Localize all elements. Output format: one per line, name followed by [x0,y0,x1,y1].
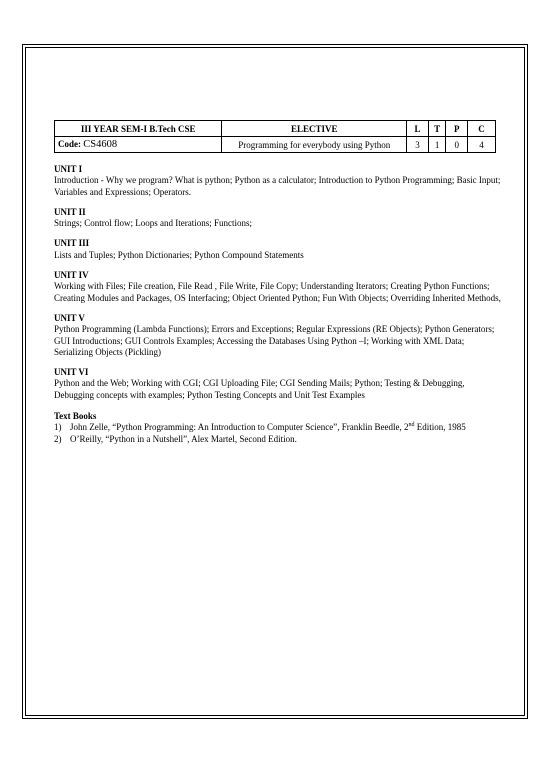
unit-text: Introduction - Why we program? What is python; Python as a calculator; Introduction to Python Programming; Basic Input; Variables and Expressions; Operators. [54,175,501,197]
textbook-text: John Zelle, “Python Programming: An Introduction to Computer Science”, Franklin Beedle, 2 [70,422,409,433]
textbook-item [54,434,504,445]
textbook-item [54,422,504,433]
c-value-cell: 4 [468,137,496,153]
unit-title: UNIT I [54,164,83,174]
year-cell: III YEAR SEM-I B.Tech CSE [55,121,222,137]
unit-text: Python Programming (Lambda Functions); Errors and Exceptions; Regular Expressions (RE Objects); Python Generators; GUI Introductions; GUI Controls Examples; Accessing the Databases Using Python –I; Working with XML Data; Serializing Objects (Pickling) [54,324,495,357]
t-value-cell: 1 [428,137,446,153]
textbook-text-rest: Edition, 1985 [414,422,466,433]
unit-5 [54,313,504,358]
textbooks-section [54,411,504,445]
unit-4 [54,270,504,304]
textbook-superscript: nd [408,422,415,429]
code-value: CS4608 [83,139,118,150]
unit-title: UNIT II [54,206,86,217]
unit-6 [54,367,504,401]
textbook-number: 1) [54,422,62,433]
unit-text: Working with Files; File creation, File Read , File Write, File Copy; Understanding Iterators; Creating Python Functions; Creating Modules and Packages, OS Interfacing; Object Oriented Python; Fun With Objects; Overriding Inherited Methods, [54,281,501,303]
unit-3 [54,238,504,261]
code-row [55,137,496,153]
course-header-table [54,120,496,153]
p-label-cell: P [446,121,468,137]
code-label: Code: [58,139,81,149]
unit-1 [54,164,504,198]
unit-title: UNIT IV [54,270,89,281]
textbooks-title: Text Books [54,411,97,422]
course-title-cell: Programming for everybody using Python [222,137,407,153]
c-label-cell: C [468,121,496,137]
unit-2 [54,207,504,230]
unit-title: UNIT VI [54,367,89,378]
unit-text: Strings; Control flow; Loops and Iterations; Functions; [54,218,252,229]
syllabus-content [54,120,504,445]
unit-text: Lists and Tuples; Python Dictionaries; Python Compound Statements [54,249,304,260]
header-row [55,121,496,137]
l-value-cell: 3 [407,137,429,153]
t-label-cell: T [428,121,446,137]
textbook-text: O’Reilly, “Python in a Nutshell”, Alex Martel, Second Edition. [70,433,297,444]
code-cell [55,137,222,153]
unit-title: UNIT III [54,238,90,249]
p-value-cell: 0 [446,137,468,153]
textbook-number: 2) [54,433,62,444]
category-cell: ELECTIVE [222,121,407,137]
unit-text: Python and the Web; Working with CGI; CGI Uploading File; CGI Sending Mails; Python; Testing & Debugging, Debugging concepts with examples; Python Testing Concepts and Unit Test Examples [54,378,465,400]
l-label-cell: L [407,121,429,137]
unit-title: UNIT V [54,312,85,323]
